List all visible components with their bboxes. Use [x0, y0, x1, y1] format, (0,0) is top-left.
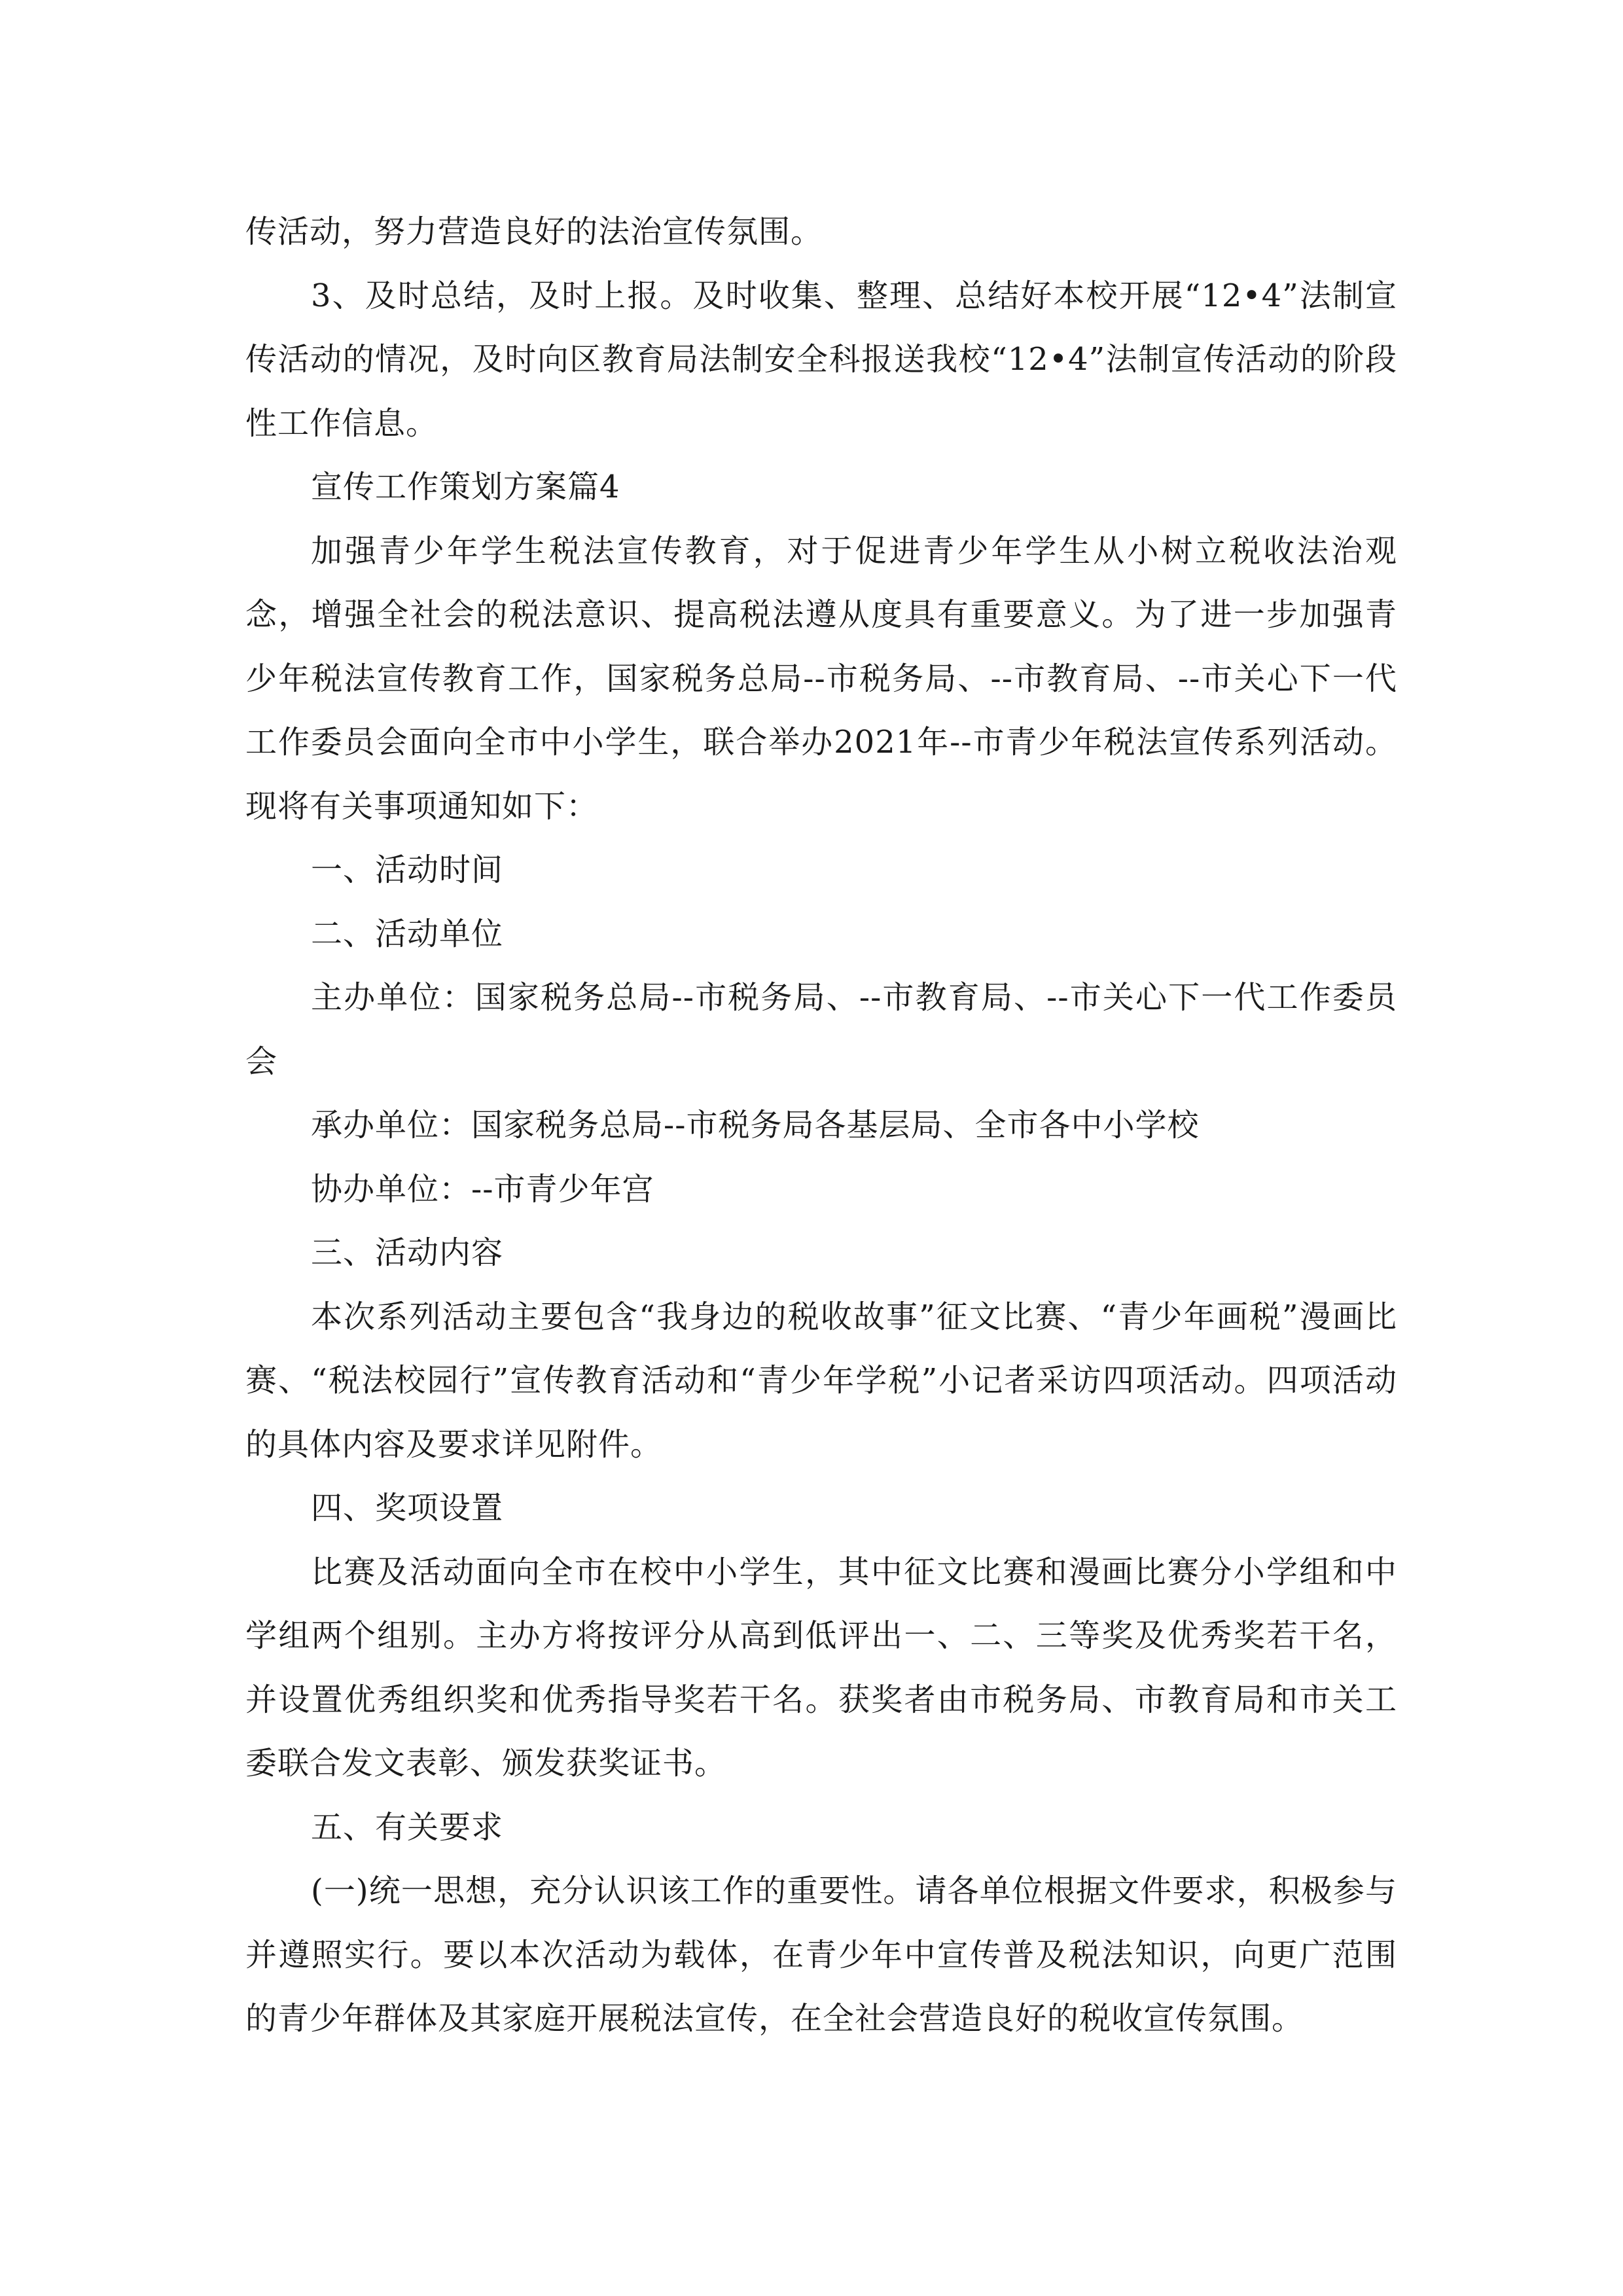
- paragraph-activity-content: 本次系列活动主要包含“我身边的税收故事”征文比赛、“青少年画税”漫画比赛、“税法校园行”宣传教育活动和“青少年学税”小记者采访四项活动。四项活动的具体内容及要求详见附件。: [245, 1298, 1397, 1463]
- paragraph-report-timely: 3、及时总结，及时上报。及时收集、整理、总结好本校开展“12•4”法制宣传活动的情况，及时向区教育局法制安全科报送我校“12•4”法制宣传活动的阶段性工作信息。: [245, 277, 1397, 442]
- paragraph-co-organizer: 协办单位：--市青少年宫: [311, 1170, 654, 1208]
- paragraph-requirements-1: (一)统一思想，充分认识该工作的重要性。请各单位根据文件要求，积极参与并遵照实行。要以本次活动为载体，在青少年中宣传普及税法知识，向更广范围的青少年群体及其家庭开展税法宣传，在全社会营造良好的税收宣传氛围。: [245, 1873, 1397, 2037]
- paragraph-organizer-units: 承办单位：国家税务总局--市税务局各基层局、全市各中小学校: [311, 1107, 1200, 1143]
- heading-requirements: 五、有关要求: [311, 1808, 504, 1846]
- heading-awards: 四、奖项设置: [311, 1490, 504, 1526]
- heading-activity-content: 三、活动内容: [311, 1234, 504, 1271]
- heading-activity-time: 一、活动时间: [311, 852, 504, 888]
- paragraph-continuation: 传活动，努力营造良好的法治宣传氛围。: [245, 213, 823, 250]
- heading-activity-units: 二、活动单位: [311, 915, 504, 952]
- paragraph-host-units: 主办单位：国家税务总局--市税务局、--市教育局、--市关心下一代工作委员会: [245, 979, 1397, 1080]
- paragraph-intro: 加强青少年学生税法宣传教育，对于促进青少年学生从小树立税收法治观念，增强全社会的税法意识、提高税法遵从度具有重要意义。为了进一步加强青少年税法宣传教育工作，国家税务总局--市税务局、--市教育局、--市关心下一代工作委员会面向全市中小学生，联合举办2021年--市青少年税法宣传系列活动。现将有关事项通知如下：: [245, 532, 1397, 825]
- paragraph-awards: 比赛及活动面向全市在校中小学生，其中征文比赛和漫画比赛分小学组和中学组两个组别。主办方将按评分从高到低评出一、二、三等奖及优秀奖若干名，并设置优秀组织奖和优秀指导奖若干名。获奖者由市税务局、市教育局和市关工委联合发文表彰、颁发获奖证书。: [245, 1553, 1397, 1782]
- section-title-plan-4: 宣传工作策划方案篇4: [311, 469, 620, 505]
- document-body: [245, 200, 1397, 2051]
